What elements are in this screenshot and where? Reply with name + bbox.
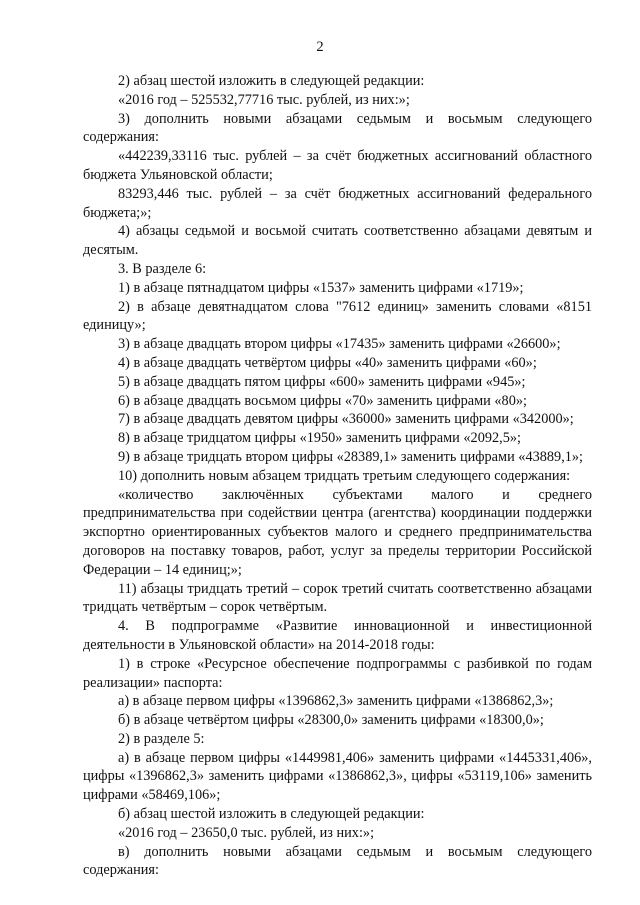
paragraph: «2016 год – 23650,0 тыс. рублей, из них:»; bbox=[118, 824, 375, 841]
paragraph: «2016 год – 525532,77716 тыс. рублей, из них:»; bbox=[118, 91, 410, 108]
paragraph: в) дополнить новыми абзацами седьмым и восьмым следующего содержания: bbox=[83, 843, 592, 879]
paragraph: «442239,33116 тыс. рублей – за счёт бюджетных ассигнований областного бюджета Ульяновской области; bbox=[83, 148, 592, 183]
paragraph: а) в абзаце первом цифры «1396862,3» заменить цифрами «1386862,3»; bbox=[118, 693, 554, 710]
paragraph: 83293,446 тыс. рублей – за счёт бюджетных ассигнований федерального бюджета;»; bbox=[83, 185, 592, 221]
paragraph: 8) в абзаце тридцатом цифры «1950» заменить цифрами «2092,5»; bbox=[118, 430, 521, 447]
paragraph: 11) абзацы тридцать третий – сорок третий считать соответственно абзацами тридцать четвёртым – сорок четвёртым. bbox=[83, 580, 592, 616]
paragraph: «количество заключённых субъектами малого и среднего предпринимательства при содействии центра (агентства) координации поддержки экспортно ориентированных субъектов малого и среднего предпринимательства договоров на поставку товаров, работ, услуг за пределы территории Российской Федерации – 14 единиц;»; bbox=[83, 486, 592, 578]
paragraph: 2) в абзаце девятнадцатом слова "7612 единиц» заменить словами «8151 единицу»; bbox=[83, 298, 592, 334]
paragraph: 3) дополнить новыми абзацами седьмым и восьмым следующего содержания: bbox=[83, 110, 592, 146]
document-body bbox=[83, 72, 592, 880]
paragraph: 2) в разделе 5: bbox=[118, 730, 205, 747]
paragraph: 3. В разделе 6: bbox=[118, 260, 207, 277]
paragraph: 3) в абзаце двадцать втором цифры «17435» заменить цифрами «26600»; bbox=[118, 336, 561, 353]
paragraph: 1) в абзаце пятнадцатом цифры «1537» заменить цифрами «1719»; bbox=[118, 279, 524, 296]
paragraph: б) в абзаце четвёртом цифры «28300,0» заменить цифрами «18300,0»; bbox=[118, 712, 544, 729]
paragraph: 4. В подпрограмме «Развитие инновационной и инвестиционной деятельности в Ульяновской области» на 2014-2018 годы: bbox=[83, 618, 592, 653]
paragraph: 9) в абзаце тридцать втором цифры «28389,1» заменить цифрами «43889,1»; bbox=[118, 448, 584, 465]
paragraph: 4) в абзаце двадцать четвёртом цифры «40» заменить цифрами «60»; bbox=[118, 354, 537, 371]
paragraph: 10) дополнить новым абзацем тридцать третьим следующего содержания: bbox=[118, 467, 571, 484]
paragraph: 5) в абзаце двадцать пятом цифры «600» заменить цифрами «945»; bbox=[118, 373, 526, 390]
paragraph: 7) в абзаце двадцать девятом цифры «36000» заменить цифрами «342000»; bbox=[118, 411, 574, 428]
paragraph: 2) абзац шестой изложить в следующей редакции: bbox=[118, 73, 425, 89]
paragraph: 4) абзацы седьмой и восьмой считать соответственно абзацами девятым и десятым. bbox=[83, 223, 592, 259]
paragraph: а) в абзаце первом цифры «1449981,406» заменить цифрами «1445331,406», цифры «1396862,3» заменить цифрами «1386862,3», цифры «53119,106» заменить цифрами «58469,106»; bbox=[83, 749, 592, 804]
paragraph: 6) в абзаце двадцать восьмом цифры «70» заменить цифрами «80»; bbox=[118, 392, 527, 409]
paragraph: 1) в строке «Ресурсное обеспечение подпрограммы с разбивкой по годам реализации» паспорта: bbox=[83, 655, 592, 691]
page-number: 2 bbox=[316, 39, 324, 55]
paragraph: б) абзац шестой изложить в следующей редакции: bbox=[118, 806, 425, 823]
